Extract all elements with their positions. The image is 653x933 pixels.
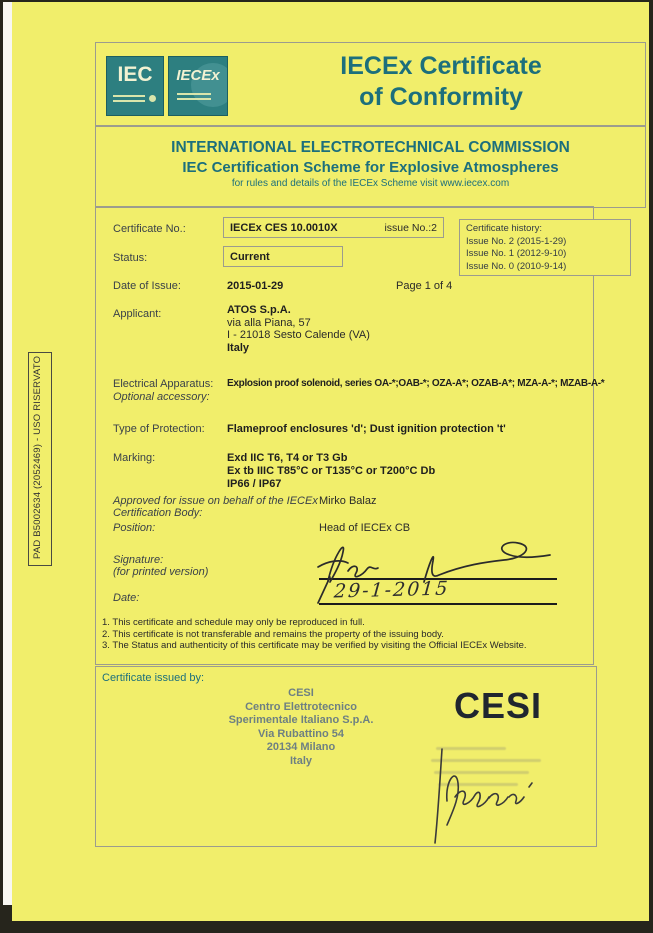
issuer-address-line: Italy	[289, 754, 312, 767]
scan-edge-strip	[3, 2, 12, 905]
iecex-logo	[168, 56, 228, 116]
page-title	[246, 51, 636, 113]
certificate-no-label: Certificate No.:	[113, 223, 186, 235]
iec-logo-dot-icon	[149, 95, 156, 102]
certificate-no-field	[223, 217, 444, 238]
certificate-main-box	[95, 206, 605, 665]
marking-label: Marking:	[113, 452, 156, 464]
iec-logo-bar-icon	[113, 95, 145, 97]
optional-accessory-label: Optional accessory:	[113, 391, 210, 403]
status-value: Current	[230, 250, 270, 263]
iec-logo	[106, 56, 164, 116]
marking-line: IP66 / IP67	[227, 478, 282, 490]
notes-block	[102, 617, 527, 652]
applicant-address1: via alla Piana, 57	[227, 316, 311, 329]
issuer-address-line: CESI	[288, 687, 314, 699]
certificate-history-box	[459, 219, 631, 276]
status-field	[223, 246, 343, 267]
date-rule	[319, 603, 557, 605]
subheader-line2: IEC Certification Scheme for Explosive Atmospheres	[182, 159, 559, 176]
iec-logo-text: IEC	[117, 63, 153, 86]
certificate-no-value: IECEx CES 10.0010X	[230, 221, 338, 234]
cesi-logo: CESI	[454, 685, 543, 726]
signature-sublabel: (for printed version)	[113, 566, 209, 578]
iecex-logo-bar-icon	[177, 98, 211, 100]
date-label: Date:	[113, 592, 140, 604]
handwritten-signature	[306, 537, 566, 583]
handwritten-date: 29-1-2015	[333, 577, 451, 603]
subheader-box	[95, 125, 646, 208]
applicant-name: ATOS S.p.A.	[227, 304, 291, 316]
status-label: Status:	[113, 252, 148, 264]
issuer-handwritten-signature	[425, 735, 555, 850]
applicant-country: Italy	[227, 341, 250, 354]
iecex-logo-text: IECEx	[176, 67, 220, 84]
position-value: Head of IECEx CB	[319, 522, 411, 534]
side-reference-box	[28, 352, 52, 566]
issue-no-value: issue No.:2	[384, 221, 437, 234]
signature-label: Signature:	[113, 554, 164, 566]
issuer-address-line: Via Rubattino 54	[258, 727, 344, 740]
title-line1: IECEx Certificate	[340, 52, 542, 80]
side-reference-label: PAD B5002634 (2052469) - USO RISERVATO	[32, 355, 43, 559]
history-item: Issue No. 2 (2015-1-29)	[466, 235, 567, 247]
position-label: Position:	[113, 522, 156, 534]
type-of-protection-value: Flameproof enclosures 'd'; Dust ignition protection 't'	[227, 423, 506, 435]
date-of-issue-label: Date of Issue:	[113, 280, 181, 292]
electrical-apparatus-value: Explosion proof solenoid, series OA-*;OAB-*; OZA-A*; OZAB-A*; MZA-A-*; MZAB-A-*	[227, 378, 605, 389]
history-label: Certificate history:	[466, 223, 543, 234]
issuer-address-line: Sperimentale Italiano S.p.A.	[228, 714, 374, 726]
page-indicator: Page 1 of 4	[396, 280, 453, 292]
date-of-issue-value: 2015-01-29	[227, 280, 284, 292]
note-line: 1. This certificate and schedule may only be reproduced in full.	[102, 617, 365, 628]
approved-by-value: Mirko Balaz	[319, 495, 377, 507]
marking-block	[227, 452, 435, 491]
note-line: 2. This certificate is not transferable and remains the property of the issuing body.	[102, 628, 444, 640]
subheader-line1: INTERNATIONAL ELECTROTECHNICAL COMMISSION	[171, 139, 570, 156]
electrical-apparatus-label: Electrical Apparatus:	[113, 378, 214, 390]
history-item: Issue No. 1 (2012-9-10)	[466, 248, 567, 259]
issuer-address-block	[156, 687, 446, 768]
header-box	[95, 42, 646, 127]
iec-logo-bar-icon	[113, 100, 145, 102]
handwritten-slash	[314, 575, 334, 605]
history-item: Issue No. 0 (2010-9-14)	[466, 260, 567, 272]
issuer-address-line: 20134 Milano	[266, 741, 336, 753]
note-line: 3. The Status and authenticity of this certificate may be verified by visiting the Official IECEx Website.	[102, 640, 527, 651]
issuer-label: Certificate issued by:	[102, 672, 205, 684]
applicant-address2: I - 21018 Sesto Calende (VA)	[227, 329, 370, 341]
applicant-block	[227, 304, 370, 354]
iecex-logo-bar-icon	[177, 93, 211, 95]
approved-label-line2: Certification Body:	[113, 507, 203, 519]
applicant-label: Applicant:	[113, 308, 162, 320]
subheader-line3: for rules and details of the IECEx Scheme visit www.iecex.com	[231, 178, 510, 189]
type-of-protection-label: Type of Protection:	[113, 423, 205, 435]
marking-line: Exd IIC T6, T4 or T3 Gb	[227, 452, 348, 464]
title-line2: of Conformity	[359, 83, 523, 111]
marking-line: Ex tb IIIC T85°C or T135°C or T200°C Db	[227, 465, 436, 477]
issuer-address-line: Centro Elettrotecnico	[245, 700, 357, 713]
approved-label-line1: Approved for issue on behalf of the IECEx	[113, 495, 318, 507]
